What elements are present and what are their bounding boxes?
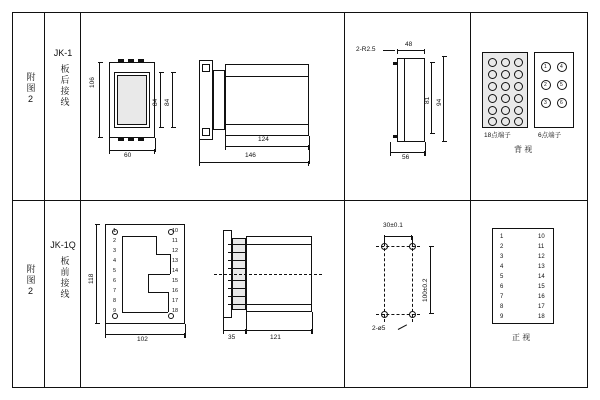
row1-panel-left-caption: 18点端子 — [484, 132, 511, 139]
row2-front-inner-left — [122, 236, 123, 312]
grid-hline-mid — [12, 200, 588, 201]
row1-panel-right-caption: 6点端子 — [538, 132, 562, 139]
row2-mount-wrap — [54, 256, 74, 305]
row2-front-term-9: 9 — [113, 308, 117, 314]
row1-dim-81-line — [431, 62, 432, 134]
row2-panel-term-5: 5 — [500, 274, 504, 280]
row1-term-right-3-num: 3 — [544, 100, 547, 106]
row2-dim-118: 118 — [88, 273, 95, 284]
row2-panel-term-12: 12 — [538, 254, 545, 260]
row2-panel-term-9: 9 — [500, 314, 504, 320]
row1-ext-56-r — [425, 142, 426, 156]
row1-term-left-15 — [514, 106, 523, 115]
row1-front-tab-bot-left — [118, 138, 124, 141]
row2-front-term-6: 6 — [113, 278, 117, 284]
row2-panel-term-14: 14 — [538, 274, 545, 280]
row1-dim-56-line — [390, 152, 425, 153]
row2-side-fin-1 — [228, 244, 246, 245]
row1-cut-radius-label: 2-R2.5 — [356, 46, 376, 53]
row2-side-line-bot — [246, 304, 312, 305]
row2-side-centerline — [214, 274, 322, 275]
row2-panel-term-2: 2 — [500, 244, 504, 250]
row2-model: JK-1Q — [50, 240, 76, 250]
row2-ext-121-r — [312, 312, 313, 334]
row2-front-term-11: 11 — [172, 238, 178, 244]
row1-ext-124-r — [309, 136, 310, 164]
row1-front-window — [117, 75, 147, 125]
row1-mount: 板后接线 — [59, 64, 70, 108]
row2-panel-term-18: 18 — [538, 314, 545, 320]
row1-term-left-18 — [514, 117, 523, 126]
row1-term-left-11 — [501, 94, 510, 103]
row1-term-left-2 — [501, 58, 510, 67]
row1-side-screw-top — [202, 64, 210, 72]
row1-front-tab-bot-mid — [128, 138, 134, 141]
row1-side-screw-bot — [202, 128, 210, 136]
row1-dim-84a-line — [160, 72, 161, 128]
row1-term-left-5 — [501, 70, 510, 79]
row2-dim-102-line — [105, 334, 185, 335]
row1-front-tab-bot-right — [138, 138, 144, 141]
row2-side-fin-5 — [228, 280, 246, 281]
row1-term-left-13 — [488, 106, 497, 115]
row1-dim-106-line — [99, 62, 100, 138]
row2-front-term-2: 2 — [113, 238, 117, 244]
row1-dim-94-line — [443, 56, 444, 142]
row2-dim-35: 35 — [228, 334, 236, 341]
row1-dim-146: 146 — [245, 152, 256, 159]
row2-panel-term-10: 10 — [538, 234, 545, 240]
row2-front-term-8: 8 — [113, 298, 117, 304]
row2-dim-30-line — [384, 236, 412, 237]
row1-dim-124: 124 — [258, 136, 269, 143]
row2-hole-tl — [381, 243, 388, 250]
row2-front-step-2 — [148, 274, 170, 275]
row2-front-term-13: 13 — [172, 258, 179, 264]
row2-side-fin-2 — [228, 252, 246, 253]
row2-dim-30: 30±0.1 — [383, 222, 403, 229]
row2-front-step-3 — [148, 292, 168, 293]
row2-side-line-top — [246, 244, 312, 245]
row2-hole-bl — [381, 311, 388, 318]
row1-cut-outline — [397, 58, 425, 142]
row2-hole-tr — [409, 243, 416, 250]
row2-ext-102-r — [185, 324, 186, 338]
row2-panel-term-7: 7 — [500, 294, 504, 300]
row2-panel-term-6: 6 — [500, 284, 504, 290]
row2-hole-br — [409, 311, 416, 318]
row1-side-body — [225, 64, 309, 136]
row1-dim-81: 81 — [424, 96, 431, 104]
row1-side-neck — [213, 70, 225, 130]
row1-dim-48-line — [397, 50, 425, 51]
row2-panel-term-15: 15 — [538, 284, 545, 290]
row1-ref-label: 附图2 — [25, 72, 36, 106]
row1-cut-tab-bot — [393, 135, 398, 138]
row2-front-inner-r2 — [170, 254, 171, 274]
row1-side-line-top — [225, 76, 309, 77]
row2-panel-term-16: 16 — [538, 294, 545, 300]
row1-dim-94: 94 — [436, 98, 443, 106]
row2-front-inner-r4 — [168, 292, 169, 312]
row2-side-fin-3 — [228, 260, 246, 261]
row1-term-left-17 — [501, 117, 510, 126]
row1-ext-right — [155, 138, 156, 152]
row1-term-left-8 — [501, 82, 510, 91]
row1-term-left-1 — [488, 58, 497, 67]
row1-dim-106: 106 — [89, 77, 96, 88]
row2-panel-term-8: 8 — [500, 304, 504, 310]
row2-panel-term-11: 11 — [538, 244, 545, 250]
row2-hole-axis-left — [384, 238, 385, 322]
row1-panel-right — [534, 52, 574, 128]
row1-front-tab-top-right — [138, 59, 144, 62]
row1-mount-wrap — [54, 64, 74, 113]
row2-front-term-10: 10 — [172, 228, 179, 234]
row2-front-term-12: 12 — [172, 248, 179, 254]
row1-term-right-6-num: 6 — [560, 100, 563, 106]
row1-term-right-4-num: 4 — [560, 64, 563, 70]
row1-dim-146-line — [199, 162, 309, 163]
row1-term-left-9 — [514, 82, 523, 91]
row1-term-left-12 — [514, 94, 523, 103]
row2-front-step-1 — [156, 254, 170, 255]
row2-panel-term-1: 1 — [500, 234, 504, 240]
row2-ref-label: 附图2 — [25, 264, 36, 298]
row1-ref-label-wrap — [18, 72, 42, 111]
row2-dim-100-line — [430, 246, 431, 314]
row2-side-fin-8 — [228, 304, 246, 305]
row2-front-term-5: 5 — [113, 268, 117, 274]
row1-dim-56: 56 — [402, 154, 410, 161]
row2-side-fin-6 — [228, 288, 246, 289]
row1-dim-84a: 84 — [152, 98, 159, 106]
row2-ref-label-wrap — [18, 264, 42, 303]
row2-panel-term-4: 4 — [500, 264, 504, 270]
row2-hole-axis-right — [412, 238, 413, 322]
row2-dim-121: 121 — [270, 334, 281, 341]
row1-term-left-16 — [488, 117, 497, 126]
row2-front-inner-r1 — [156, 236, 157, 254]
row2-front-term-1: 1 — [113, 228, 117, 234]
row2-panel-bottom-caption: 正 视 — [512, 333, 531, 342]
row1-model: JK-1 — [53, 48, 73, 58]
row1-dim-48: 48 — [405, 41, 413, 48]
row1-term-right-2-num: 2 — [544, 82, 547, 88]
row2-front-term-7: 7 — [113, 288, 117, 294]
row1-dim-60-line — [109, 150, 155, 151]
row1-term-right-1-num: 1 — [544, 64, 547, 70]
row2-dim-hole-spec: 2-ø5 — [372, 325, 386, 332]
row2-mount: 板前接线 — [59, 256, 70, 300]
row2-front-term-18: 18 — [172, 308, 179, 314]
row2-front-term-16: 16 — [172, 288, 179, 294]
row2-front-term-3: 3 — [113, 248, 117, 254]
row1-dim-84b: 84 — [164, 98, 171, 106]
row1-dim-60: 60 — [124, 152, 132, 159]
row2-panel-term-3: 3 — [500, 254, 504, 260]
row2-front-term-4: 4 — [113, 258, 117, 264]
row2-front-inner-bottom — [122, 312, 168, 313]
row1-panel-bottom-caption: 背 视 — [514, 145, 533, 154]
row2-panel-term-13: 13 — [538, 264, 545, 270]
row2-panel-term-17: 17 — [538, 304, 545, 310]
row1-term-left-10 — [488, 94, 497, 103]
row2-dim-118-line — [96, 224, 97, 324]
row2-dim-121-line — [246, 330, 312, 331]
row1-term-left-14 — [501, 106, 510, 115]
row1-cut-leader — [383, 50, 395, 51]
row2-front-inner-top — [122, 236, 156, 237]
row2-side-fin-4 — [228, 268, 246, 269]
row1-term-left-6 — [514, 70, 523, 79]
row1-term-left-7 — [488, 82, 497, 91]
row2-side-fin-7 — [228, 296, 246, 297]
row1-front-tab-top-mid — [128, 59, 134, 62]
row1-side-line-bot — [225, 124, 309, 125]
row2-front-inner-r3 — [148, 274, 149, 292]
row1-term-right-5-num: 5 — [560, 82, 563, 88]
row1-cut-tab-top — [393, 62, 398, 65]
row2-front-term-14: 14 — [172, 268, 179, 274]
row1-term-left-4 — [488, 70, 497, 79]
row1-front-tab-top-left — [118, 59, 124, 62]
row1-term-left-3 — [514, 58, 523, 67]
row2-dim-102: 102 — [137, 336, 148, 343]
row1-cut-innerline — [404, 58, 405, 142]
row2-front-term-17: 17 — [172, 298, 179, 304]
row1-dim-124-line — [225, 146, 309, 147]
row2-front-term-15: 15 — [172, 278, 179, 284]
row2-dim-35-line — [223, 330, 246, 331]
row1-dim-84b-line — [172, 72, 173, 128]
row2-dim-100: 100±0.2 — [422, 278, 429, 302]
